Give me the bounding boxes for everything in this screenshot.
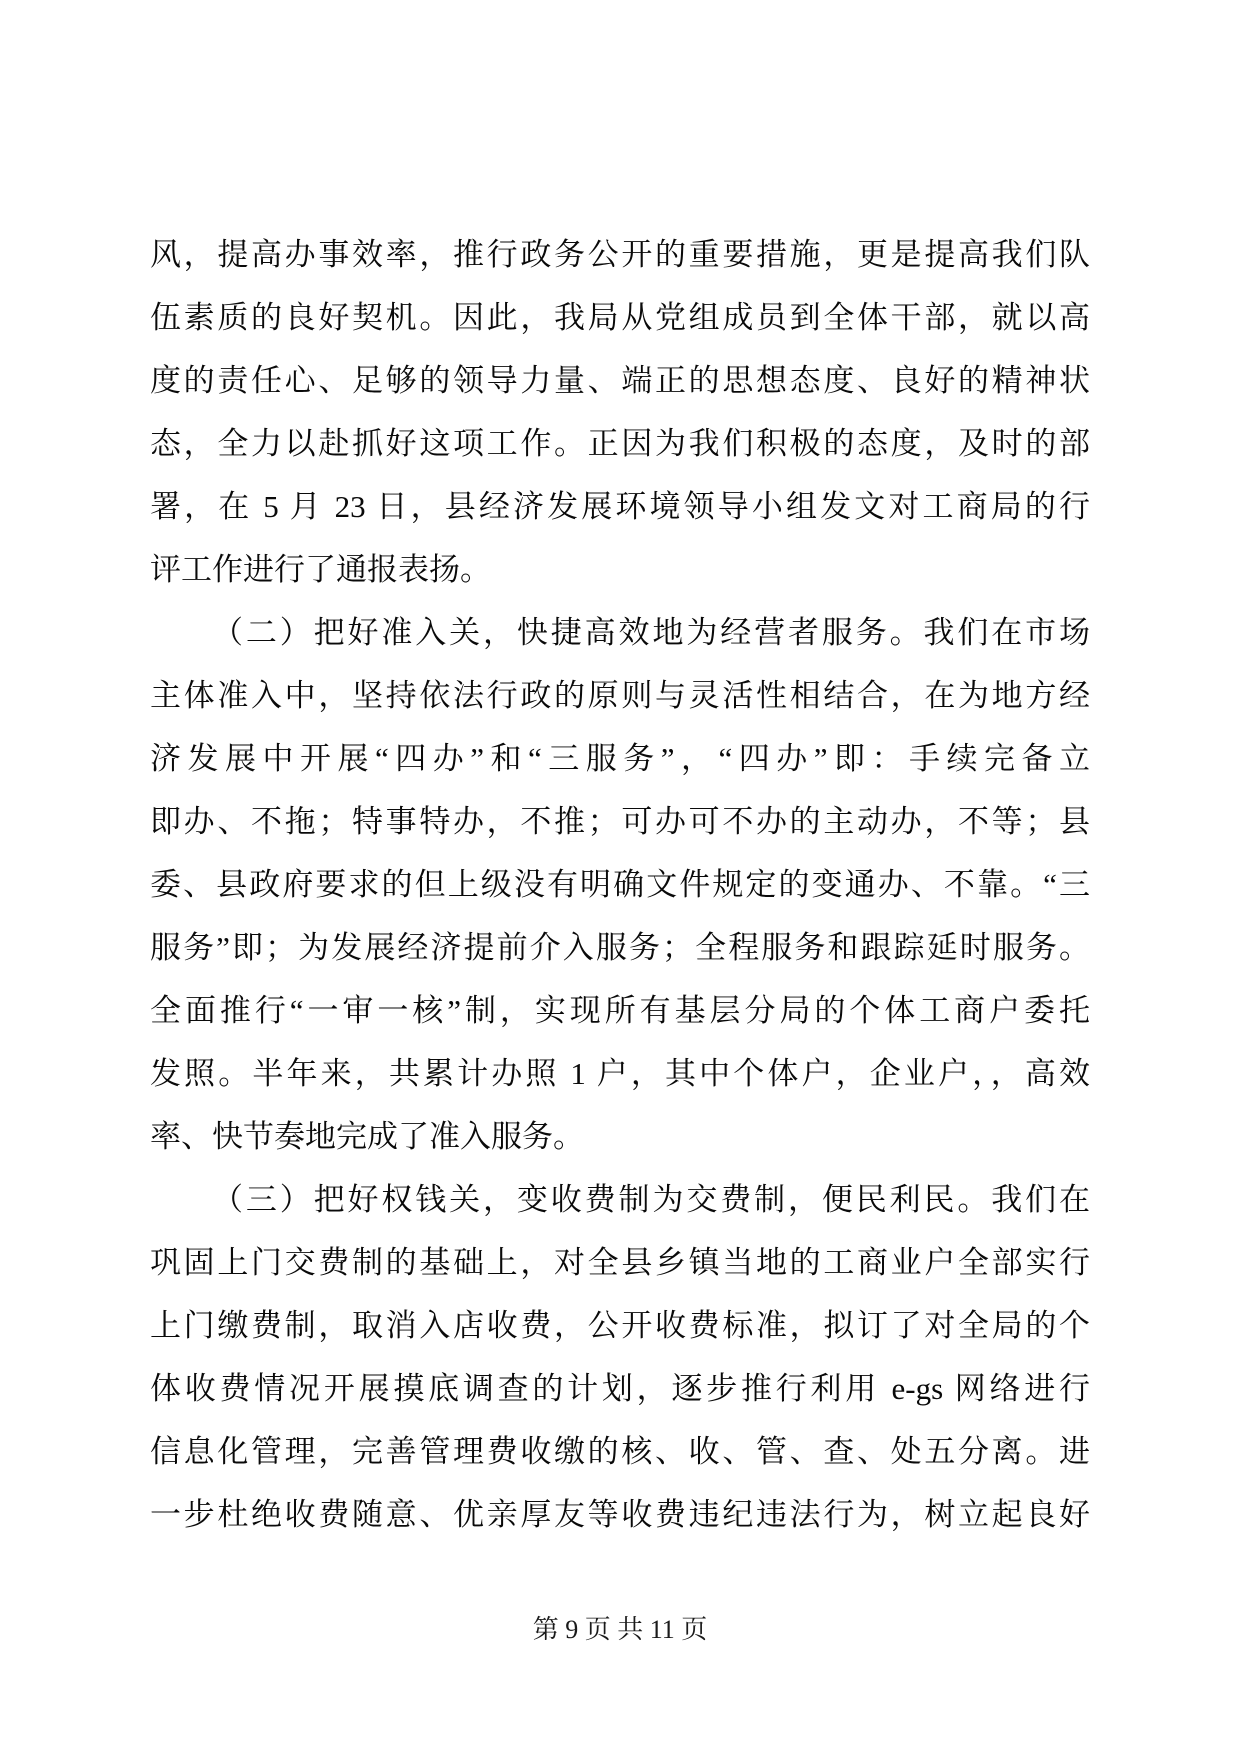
body-line: 态，全力以赴抓好这项工作。正因为我们积极的态度，及时的部 (150, 426, 1090, 461)
body-line: 服务”即；为发展经济提前介入服务；全程服务和跟踪延时服务。 (150, 930, 1090, 965)
body-line: 发照。半年来，共累计办照 1 户，其中个体户，企业户，，高效 (150, 1056, 1090, 1091)
body-line: 上门缴费制，取消入店收费，公开收费标准，拟订了对全局的个 (150, 1308, 1090, 1343)
body-line: 济发展中开展“四办”和“三服务”，“四办”即：手续完备立 (150, 741, 1090, 776)
body-line: 巩固上门交费制的基础上，对全县乡镇当地的工商业户全部实行 (150, 1245, 1090, 1280)
body-line: 即办、不拖；特事特办，不推；可办可不办的主动办，不等；县 (150, 804, 1090, 839)
body-line: 伍素质的良好契机。因此，我局从党组成员到全体干部，就以高 (150, 300, 1090, 335)
body-line: （二）把好准入关，快捷高效地为经营者服务。我们在市场 (212, 615, 1090, 650)
body-line: 委、县政府要求的但上级没有明确文件规定的变通办、不靠。“三 (150, 867, 1090, 902)
body-line: 体收费情况开展摸底调查的计划，逐步推行利用 e-gs 网络进行 (150, 1371, 1090, 1406)
body-line: 风，提高办事效率，推行政务公开的重要措施，更是提高我们队 (150, 237, 1090, 272)
page-footer: 第 9 页 共 11 页 (532, 1615, 708, 1644)
body-line: 署，在 5 月 23 日，县经济发展环境领导小组发文对工商局的行 (150, 489, 1090, 524)
body-line: 全面推行“一审一核”制，实现所有基层分局的个体工商户委托 (150, 993, 1090, 1028)
document-body (150, 223, 1090, 1546)
paragraph-3 (150, 1168, 1090, 1546)
body-line: 主体准入中，坚持依法行政的原则与灵活性相结合，在为地方经 (150, 678, 1090, 713)
body-line: 度的责任心、足够的领导力量、端正的思想态度、良好的精神状 (150, 363, 1090, 398)
body-line: 信息化管理，完善管理费收缴的核、收、管、查、处五分离。进 (150, 1434, 1090, 1469)
body-line: 一步杜绝收费随意、优亲厚友等收费违纪违法行为，树立起良好 (150, 1497, 1090, 1532)
body-line: 率、快节奏地完成了准入服务。 (150, 1119, 584, 1154)
paragraph-1 (150, 223, 1090, 601)
paragraph-2 (150, 601, 1090, 1168)
body-line: （三）把好权钱关，变收费制为交费制，便民利民。我们在 (212, 1182, 1090, 1217)
body-line: 评工作进行了通报表扬。 (150, 552, 491, 587)
